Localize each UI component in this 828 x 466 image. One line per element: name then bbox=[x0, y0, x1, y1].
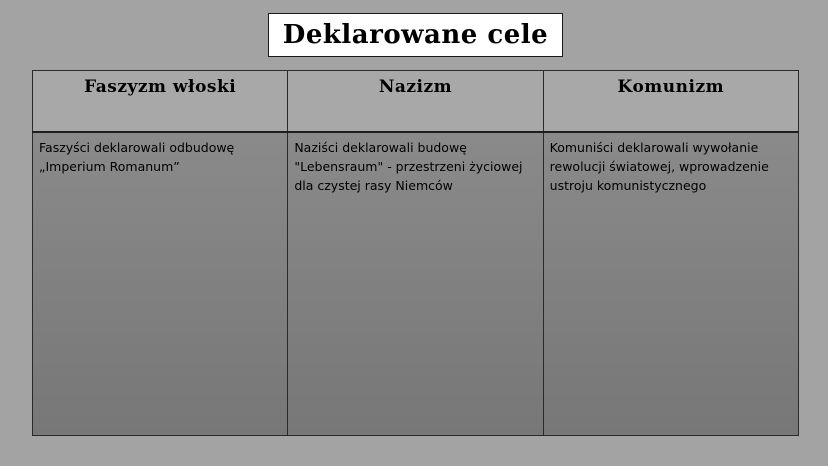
cell-komunizm: Komuniści deklarowali wywołanie rewolucji światowej, wprowadzenie ustroju komunistycznego bbox=[543, 132, 798, 436]
cell-nazizm: Naziści deklarowali budowę "Lebensraum" - przestrzeni życiowej dla czystej rasy Niemców bbox=[288, 132, 543, 436]
header-faszyzm: Faszyzm włoski bbox=[33, 71, 288, 133]
table-row bbox=[33, 132, 799, 436]
table-header-row bbox=[33, 71, 799, 133]
cell-faszyzm: Faszyści deklarowali odbudowę „Imperium Romanum” bbox=[33, 132, 288, 436]
header-komunizm: Komunizm bbox=[543, 71, 798, 133]
comparison-table bbox=[32, 70, 799, 436]
header-nazizm: Nazizm bbox=[288, 71, 543, 133]
slide-title-box bbox=[268, 13, 563, 57]
slide-title: Deklarowane cele bbox=[282, 20, 549, 50]
